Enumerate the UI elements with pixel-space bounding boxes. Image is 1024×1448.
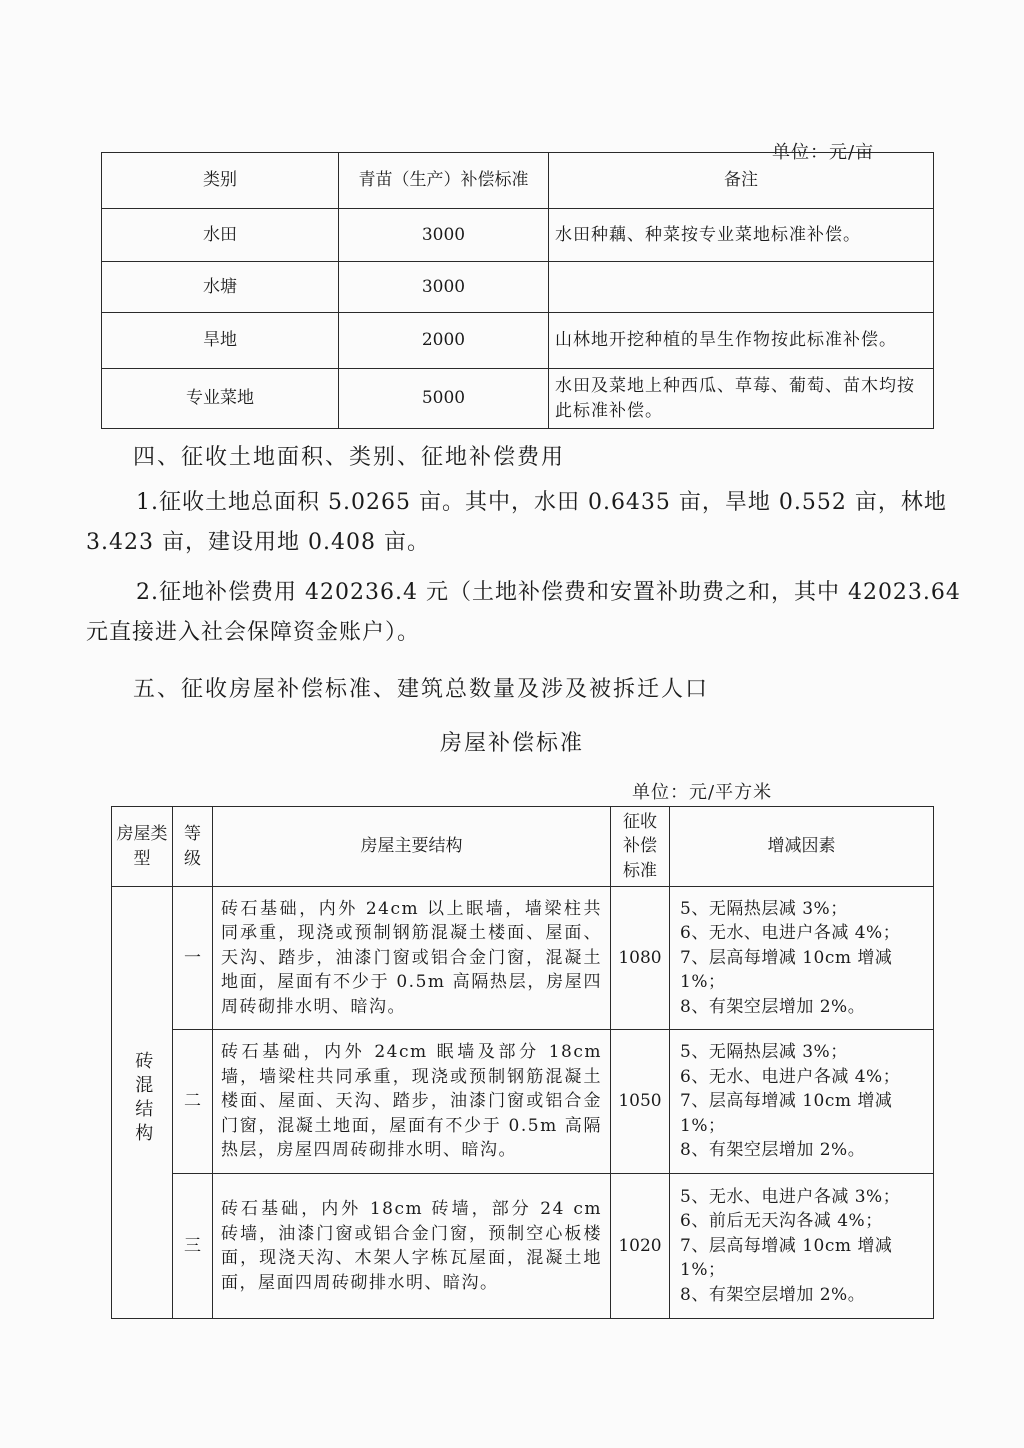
header-grade-text: 等级 [184,824,201,869]
house-compensation-table [111,806,934,1319]
structure-cell: 砖石基础，内外 18cm 砖墙，部分 24 cm 砖墙，油漆门窗或铝合金门窗，预制空心板楼面，现浇天沟、木架人字栋瓦屋面，混凝土地面，屋面四周砖砌排水明、暗沟。 [213,1174,611,1319]
note-cell: 水田及菜地上种西瓜、草莓、葡萄、苗木均按此标准补偿。 [549,369,934,429]
category-cell: 旱地 [102,313,339,369]
factors-cell [670,887,934,1030]
seedling-compensation-table [101,152,934,429]
header-structure: 房屋主要结构 [213,807,611,887]
house-table-title: 房屋补偿标准 [439,731,584,756]
grade-cell: 一 [173,887,213,1030]
price-cell: 1050 [611,1030,670,1174]
note-cell [549,262,934,313]
header-grade [173,807,213,887]
factor-item: 7、层高每增减 10cm 增减 1%； [680,1091,893,1136]
section4-heading: 四、征收土地面积、类别、征地补偿费用 [133,445,566,470]
factor-item: 7、层高每增减 10cm 增减 1%； [680,947,893,993]
header-house-type [112,807,173,887]
section5-heading: 五、征收房屋补偿标准、建筑总数量及涉及被拆迁人口 [133,677,710,702]
category-cell: 水田 [102,209,339,262]
grade-cell: 二 [173,1030,213,1174]
factor-item: 7、层高每增减 10cm 增减 1%； [680,1235,893,1281]
section4-paragraph-cost: 2.征地补偿费用 420236.4 元（土地补偿费和安置补助费之和，其中 42023.64 元直接进入社会保障资金账户）。 [86,580,961,645]
value-cell: 5000 [339,369,549,429]
header-price [611,807,670,887]
factor-item: 8、有架空层增加 2%。 [680,1284,866,1305]
factor-item: 5、无隔热层减 3%； [680,898,848,919]
header-factors: 增减因素 [670,807,934,887]
house-type-cell [112,887,173,1319]
grade-cell: 三 [173,1174,213,1319]
structure-cell: 砖石基础，内外 24cm 眠墙及部分 18cm 墙，墙梁柱共同承重，现浇或预制钢筋混凝土楼面、屋面、天沟、踏步，油漆门窗或铝合金门窗，混凝土地面，屋面有不少于 0.5m 高隔热层，房屋四周砖砌排水明、暗沟。 [213,1030,611,1174]
factors-cell [670,1030,934,1174]
factor-item: 5、无隔热层减 3%； [680,1042,848,1063]
factor-item: 8、有架空层增加 2%。 [680,1140,866,1161]
header-price-text: 征收补偿标准 [623,811,657,881]
header-house-type-text: 房屋类型 [116,824,168,869]
category-cell: 水塘 [102,262,339,313]
note-cell: 水田种藕、种菜按专业菜地标准补偿。 [549,209,934,262]
value-cell: 3000 [339,262,549,313]
price-cell: 1080 [611,887,670,1030]
header-category: 类别 [102,153,339,209]
factor-item: 8、有架空层增加 2%。 [680,996,866,1017]
note-cell: 山林地开挖种植的旱生作物按此标准补偿。 [549,313,934,369]
price-cell: 1020 [611,1174,670,1319]
house-type-text: 砖混结构 [132,1050,154,1147]
structure-cell: 砖石基础，内外 24cm 以上眠墙，墙梁柱共同承重，现浇或预制钢筋混凝土楼面、屋面、天沟、踏步，油漆门窗或铝合金门窗，混凝土地面，屋面有不少于 0.5m 高隔热层，房屋四周砖砌排水明、暗沟。 [213,887,611,1030]
value-cell: 3000 [339,209,549,262]
header-standard: 青苗（生产）补偿标准 [339,153,549,209]
section4-paragraph-area: 1.征收土地总面积 5.0265 亩。其中，水田 0.6435 亩，旱地 0.552 亩，林地 3.423 亩，建设用地 0.408 亩。 [86,490,947,555]
factor-item: 6、无水、电进户各减 4%； [680,923,901,944]
category-cell: 专业菜地 [102,369,339,429]
factor-item: 6、无水、电进户各减 4%； [680,1066,901,1087]
table2-unit: 单位：元/平方米 [632,782,773,803]
header-note: 备注 [549,153,934,209]
factors-cell [670,1174,934,1319]
factor-item: 6、前后无天沟各减 4%； [680,1211,883,1232]
factor-item: 5、无水、电进户各减 3%； [680,1186,901,1207]
value-cell: 2000 [339,313,549,369]
table1-unit: 单位：元/亩 [772,142,875,163]
